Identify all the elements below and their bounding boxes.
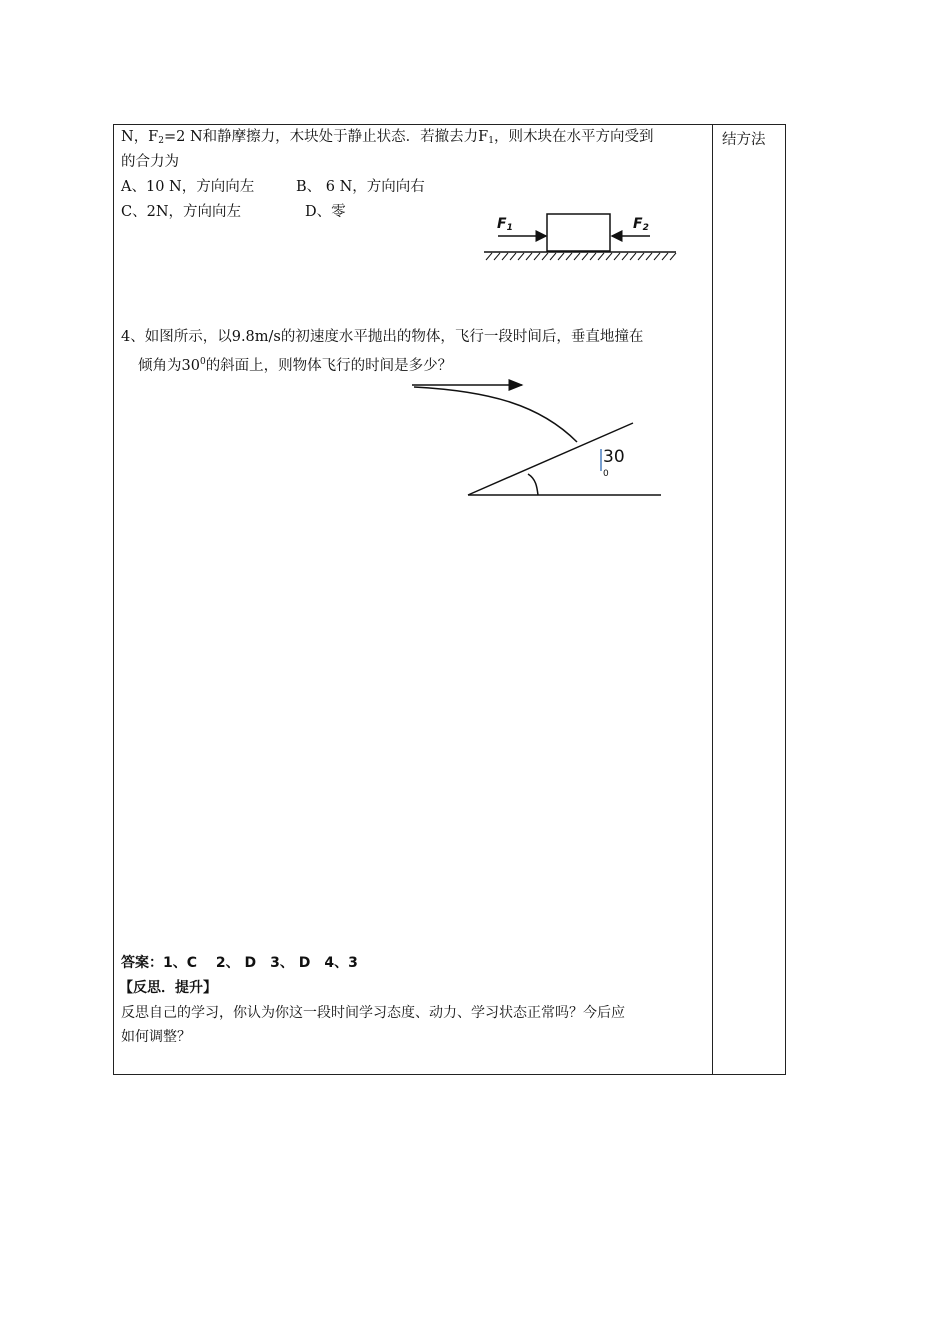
column-divider <box>712 124 713 1075</box>
f2-label: $F_2$ <box>633 216 649 233</box>
q3-option-a: A、10 N，方向向左 <box>121 179 255 195</box>
f1-label: $F_1$ <box>497 216 513 233</box>
reflect-line2: 如何调整？ <box>121 1029 191 1045</box>
q3-option-c: C、2N，方向向左 <box>121 204 242 220</box>
angle-label-sup: 0 <box>603 469 609 479</box>
trajectory-curve <box>414 387 577 442</box>
q4-line2: 倾角为$30^0$的斜面上，则物体飞行的时间是多少？ <box>138 357 453 374</box>
answers: 答案：1、C 2、 D 3、 D 4、3 <box>121 955 358 971</box>
content-table <box>113 124 786 1075</box>
q3-option-d: D、零 <box>305 204 346 220</box>
projectile-diagram <box>400 375 680 505</box>
q3-line2: 的合力为 <box>121 154 179 170</box>
reflect-heading: 【反思．提升】 <box>119 980 217 996</box>
wood-block <box>547 214 610 251</box>
angle-arc <box>528 474 538 495</box>
angle-label: 30 <box>603 447 625 467</box>
q3-line1: N，$F_2=2$ N和静摩擦力，木块处于静止状态．若撤去力$F_1$，则木块在水平方向受到 <box>121 129 654 146</box>
q4-line1: 4、如图所示，以9.8m/s的初速度水平抛出的物体，飞行一段时间后，垂直地撞在 <box>121 329 644 345</box>
q3-option-b: B、 6 N，方向向右 <box>296 179 425 195</box>
sidebar-text: 结方法 <box>722 132 766 148</box>
reflect-line1: 反思自己的学习，你认为你这一段时间学习态度、动力、学习状态正常吗？今后应 <box>121 1005 625 1021</box>
